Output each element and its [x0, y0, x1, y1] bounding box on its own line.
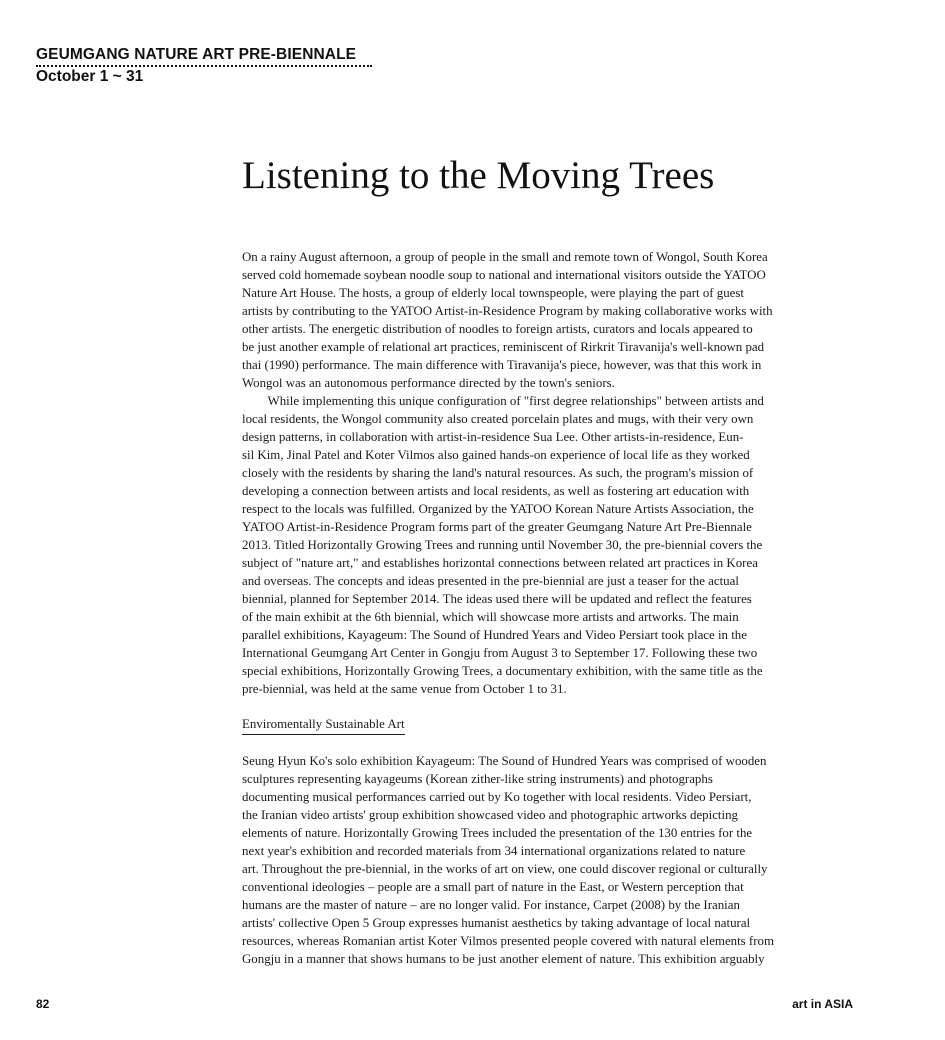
header-title: GEUMGANG NATURE ART PRE-BIENNALE [36, 46, 357, 63]
text-line: local residents, the Wongol community also created porcelain plates and mugs, with their very own [242, 412, 754, 426]
publication-name: art in ASIA [792, 997, 853, 1011]
page-number: 82 [36, 997, 50, 1011]
text-line: parallel exhibitions, Kayageum: The Sound of Hundred Years and Video Persiart took place in the [242, 628, 747, 642]
article-body-section-2 [242, 752, 854, 968]
text-line: sculptures representing kayageums (Korean zither-like string instruments) and photographs [242, 772, 713, 786]
text-line: International Geumgang Art Center in Gongju from August 3 to September 17. Following these two [242, 646, 758, 660]
text-line: documenting musical performances carried out by Ko together with local residents. Video Persiart, [242, 790, 752, 804]
text-line: special exhibitions, Horizontally Growing Trees, a documentary exhibition, with the same title as the [242, 664, 763, 678]
text-line: conventional ideologies – people are a small part of nature in the East, or Western perception that [242, 880, 744, 894]
text-line: While implementing this unique configuration of "first degree relationships" between artists and [242, 394, 764, 408]
text-line: Gongju in a manner that shows humans to be just another element of nature. This exhibition arguably [242, 952, 765, 966]
text-line: biennial, planned for September 2014. The ideas used there will be updated and reflect the features [242, 592, 752, 606]
text-line: sil Kim, Jinal Patel and Koter Vilmos also gained hands-on experience of local life as they worked [242, 448, 750, 462]
dotted-rule [36, 65, 372, 67]
text-line: Nature Art House. The hosts, a group of elderly local townspeople, were playing the part of guest [242, 286, 745, 300]
text-line: be just another example of relational art practices, reminiscent of Rirkrit Tiravanija's well-known pad [242, 340, 765, 354]
text-line: and overseas. The concepts and ideas presented in the pre-biennial are just a teaser for the actual [242, 574, 739, 588]
text-line: other artists. The energetic distribution of noodles to foreign artists, curators and locals appeared to [242, 322, 753, 336]
text-line: elements of nature. Horizontally Growing Trees included the presentation of the 130 entries for the [242, 826, 753, 840]
section-subhead: Enviromentally Sustainable Art [242, 716, 405, 735]
text-line: YATOO Artist-in-Residence Program forms part of the greater Geumgang Nature Art Pre-Biennale [242, 520, 752, 534]
text-line: art. Throughout the pre-biennial, in the works of art on view, one could discover regional or culturally [242, 862, 768, 876]
running-header [36, 46, 372, 85]
text-line: closely with the residents by sharing the land's natural resources. As such, the program's mission of [242, 466, 754, 480]
text-line: served cold homemade soybean noodle soup to national and international visitors outside the YATOO [242, 268, 766, 282]
text-line: respect to the locals was fulfilled. Organized by the YATOO Korean Nature Artists Association, the [242, 502, 754, 516]
text-line: subject of "nature art," and establishes horizontal connections between related art practices in Korea [242, 556, 758, 570]
text-line: artists' collective Open 5 Group expresses humanist aesthetics by taking advantage of local natural [242, 916, 751, 930]
text-line: On a rainy August afternoon, a group of people in the small and remote town of Wongol, South Korea [242, 250, 768, 264]
article-title: Listening to the Moving Trees [242, 154, 715, 197]
text-line: Wongol was an autonomous performance directed by the town's seniors. [242, 376, 615, 390]
article-body-section-1 [242, 248, 854, 698]
text-line: the Iranian video artists' group exhibition showcased video and photographic artworks depicting [242, 808, 738, 822]
text-line: next year's exhibition and recorded materials from 34 international organizations related to nature [242, 844, 746, 858]
text-line: developing a connection between artists and local residents, as well as fostering art education with [242, 484, 750, 498]
text-line: humans are the master of nature – are no longer valid. For instance, Carpet (2008) by the Iranian [242, 898, 740, 912]
header-date: October 1 ~ 31 [36, 68, 144, 85]
text-line: of the main exhibit at the 6th biennial, which will showcase more artists and artworks. The main [242, 610, 739, 624]
text-line: 2013. Titled Horizontally Growing Trees and running until November 30, the pre-biennial covers the [242, 538, 763, 552]
text-line: pre-biennial, was held at the same venue from October 1 to 31. [242, 682, 567, 696]
text-line: design patterns, in collaboration with artist-in-residence Sua Lee. Other artists-in-residence, Eun- [242, 430, 744, 444]
text-line: artists by contributing to the YATOO Artist-in-Residence Program by making collaborative works with [242, 304, 773, 318]
text-line: thai (1990) performance. The main difference with Tiravanija's piece, however, was that this work in [242, 358, 762, 372]
text-line: resources, whereas Romanian artist Koter Vilmos presented people covered with natural elements from [242, 934, 774, 948]
text-line: Seung Hyun Ko's solo exhibition Kayageum: The Sound of Hundred Years was comprised of wooden [242, 754, 767, 768]
